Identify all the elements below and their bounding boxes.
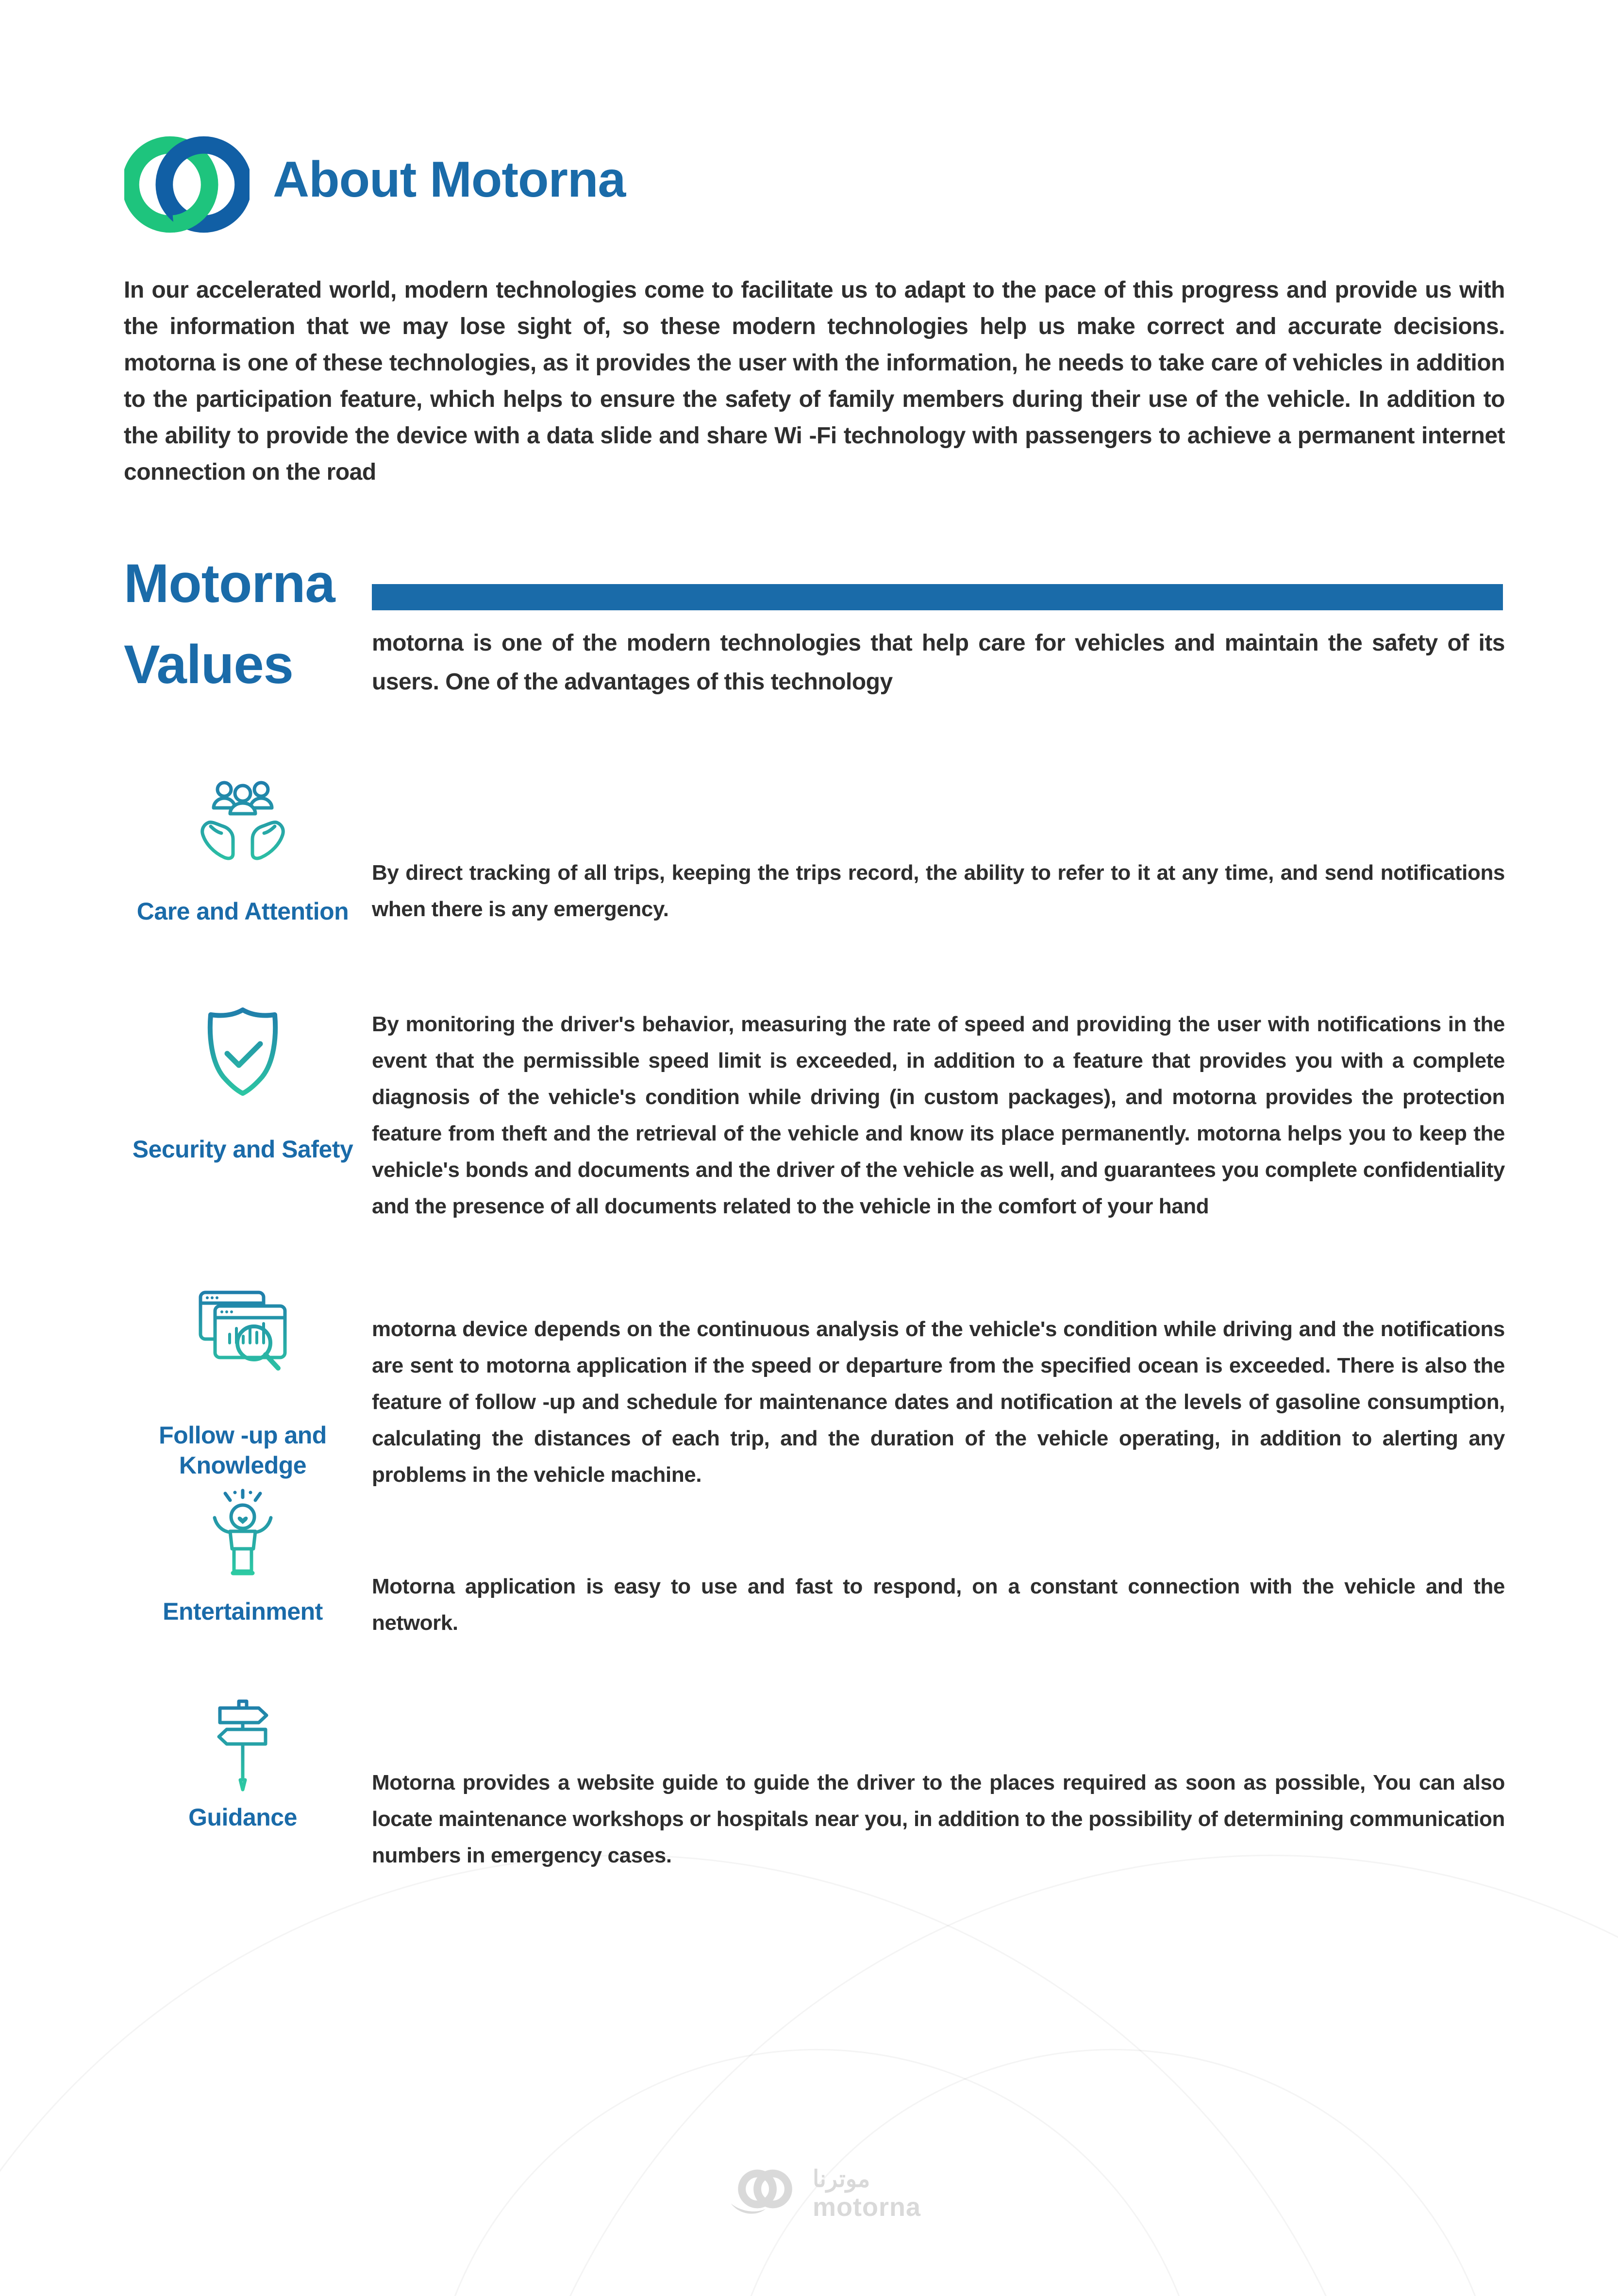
value-label-entertainment: Entertainment xyxy=(163,1598,323,1625)
page-title: About Motorna xyxy=(273,151,626,208)
values-subtitle: motorna is one of the modern technologies that help care for vehicles and maintain the safety of its users. One of the advantages of this technology xyxy=(372,630,1505,695)
shield-check-icon xyxy=(124,1003,362,1105)
value-label-followup: Follow -up and Knowledge xyxy=(159,1422,327,1479)
section-divider-bar xyxy=(372,584,1503,610)
value-label-security: Security and Safety xyxy=(132,1136,353,1163)
value-text-guidance: Motorna provides a website guide to guide the driver to the places required as soon as possible, You can also locate maintenance workshops or hospitals near you, in addition to the possibility of determining communication numbers in emergency cases. xyxy=(372,1771,1505,1867)
value-text-security: By monitoring the driver's behavior, measuring the rate of speed and providing the user with notifications in the event that the permissible speed limit is exceeded, in addition to a feature that provides you with a complete diagnosis of the vehicle's condition while driving (in custom packages), and motorna provides the protection feature from theft and the retrieval of the vehicle and know its place permanently. motorna helps you to keep the vehicle's bonds and documents and the driver of the vehicle as well, and guarantees you complete confidentiality and the presence of all documents related to the vehicle in the comfort of your hand xyxy=(372,1012,1505,1218)
hands-holding-people-icon xyxy=(124,776,362,878)
watermark-wordmark xyxy=(813,2168,921,2220)
monitoring-search-icon xyxy=(124,1286,362,1385)
motorna-logo-icon xyxy=(124,126,250,243)
value-text-care: By direct tracking of all trips, keeping the trips record, the ability to refer to it at any time, and send notifications when there is any emergency. xyxy=(372,861,1505,921)
watermark-arabic-text: موترنا xyxy=(813,2166,870,2192)
value-label-guidance: Guidance xyxy=(188,1804,297,1831)
signpost-icon xyxy=(124,1697,362,1794)
values-section-heading xyxy=(124,543,335,705)
values-heading-line1: Motorna xyxy=(124,553,335,614)
happy-person-icon xyxy=(124,1487,362,1579)
footer-watermark xyxy=(729,2164,921,2223)
values-heading-line2: Values xyxy=(124,634,293,695)
value-text-entertainment: Motorna application is easy to use and fast to respond, on a constant connection with the vehicle and the network. xyxy=(372,1575,1505,1635)
value-label-care: Care and Attention xyxy=(136,898,349,925)
watermark-latin-text: motorna xyxy=(813,2192,921,2222)
motorna-watermark-logo-icon xyxy=(729,2164,802,2223)
value-text-followup: motorna device depends on the continuous analysis of the vehicle's condition while driving and the notifications are sent to motorna application if the speed or departure from the specified ocean is exceeded. There is also the feature of follow -up and schedule for maintenance dates and notification at the levels of gasoline consumption, calculating the distances of each trip, and the duration of the vehicle operating, in addition to alerting any problems in the vehicle machine. xyxy=(372,1317,1505,1487)
intro-paragraph: In our accelerated world, modern technologies come to facilitate us to adapt to the pace of this progress and provide us with the information that we may lose sight of, so these modern technologies help us make correct and accurate decisions. motorna is one of these technologies, as it provides the user with the information, he needs to take care of vehicles in addition to the participation feature, which helps to ensure the safety of family members during their use of the vehicle. In addition to the ability to provide the device with a data slide and share Wi -Fi technology with passengers to achieve a permanent internet connection on the road xyxy=(124,277,1505,485)
